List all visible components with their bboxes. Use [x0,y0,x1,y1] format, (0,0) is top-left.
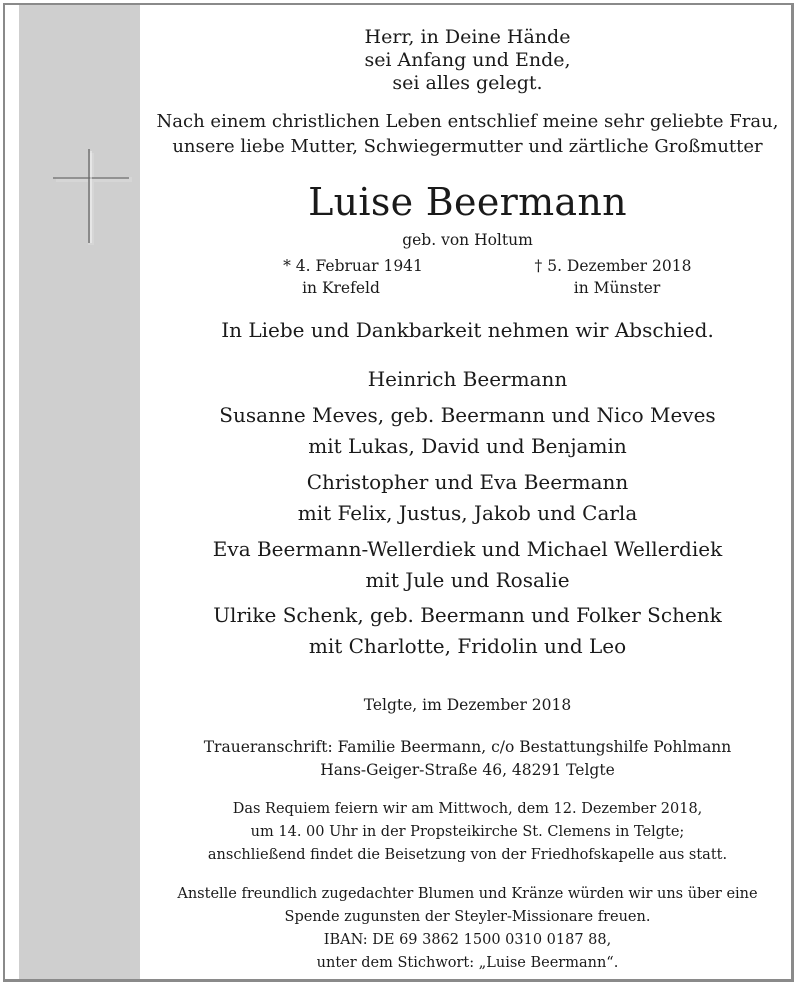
birth-date: * 4. Februar 1941 [283,257,423,275]
donation-line-1: Anstelle freundlich zugedachter Blumen und Kränze würden wir uns über eine [177,886,758,902]
service-line-1: Das Requiem feiern wir am Mittwoch, dem 12. Dezember 2018, [232,801,703,817]
intro-line-1: Nach einem christlichen Leben entschlief meine sehr geliebte Frau, [156,111,779,132]
intro-line-2: unsere liebe Mutter, Schwiegermutter und zärtliche Großmutter [172,136,763,157]
birth-place: in Krefeld [302,279,380,297]
death-date: † 5. Dezember 2018 [534,257,692,275]
verse-line-1: Herr, in Deine Hände [364,26,571,48]
mourner-line: Susanne Meves, geb. Beermann und Nico Meves [219,403,716,427]
mourner-line: Eva Beermann-Wellerdiek und Michael Wellerdiek [212,537,723,561]
farewell-text: In Liebe und Dankbarkeit nehmen wir Abschied. [221,318,714,342]
address-line-1: Traueranschrift: Familie Beermann, c/o Bestattungshilfe Pohlmann [203,738,732,756]
obituary-notice [3,3,794,982]
verse-line-3: sei alles gelegt. [392,72,543,94]
death-place: in Münster [573,279,661,297]
donation-iban: IBAN: DE 69 3862 1500 0310 0187 88, [323,932,612,948]
donation-line-2: Spende zugunsten der Steyler-Missionare freuen. [284,909,651,925]
cross-icon [51,145,136,255]
donation-line-4: unter dem Stichwort: „Luise Beermann“. [316,955,619,971]
place-date: Telgte, im Dezember 2018 [363,696,572,714]
birth-name: geb. von Holtum [402,231,533,249]
verse-line-2: sei Anfang und Ende, [364,49,571,71]
mourner-line: Christopher und Eva Beermann [306,470,629,494]
address-line-2: Hans-Geiger-Straße 46, 48291 Telgte [320,761,615,779]
service-line-3: anschließend findet die Beisetzung von der Friedhofskapelle aus statt. [207,847,728,863]
mourner-line: Ulrike Schenk, geb. Beermann und Folker Schenk [213,603,722,627]
deceased-name: Luise Beermann [308,180,627,224]
mourner-line: Heinrich Beermann [367,367,568,391]
mourner-line: mit Felix, Justus, Jakob und Carla [297,501,638,525]
mourner-line: mit Lukas, David und Benjamin [308,434,627,458]
mourner-line: mit Charlotte, Fridolin und Leo [308,634,627,658]
service-line-2: um 14. 00 Uhr in der Propsteikirche St. Clemens in Telgte; [250,824,685,840]
mourner-line: mit Jule und Rosalie [365,568,570,592]
